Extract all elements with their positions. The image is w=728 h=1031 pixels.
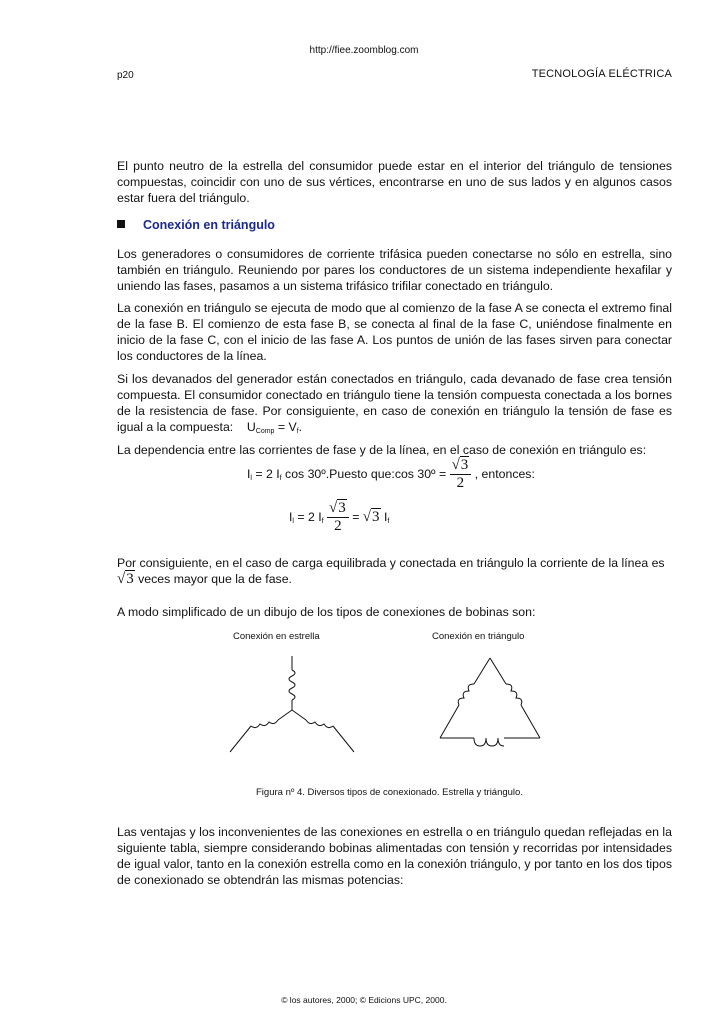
paragraph-figure-intro: A modo simplificado de un dibujo de los tipos de conexiones de bobinas son: [117,605,536,619]
eq2-sqrt-value: 3 [372,508,380,525]
header-url: http://fiee.zoomblog.com [309,45,419,56]
figure-caption: Figura nº 4. Diversos tipos de conexionado. Estrella y triángulo. [256,787,523,798]
star-left-coil-icon [251,720,278,728]
eq2-sqrt: √3 [362,508,380,525]
eq1-mid: = 2 I [251,466,280,481]
paragraph-advantages: Las ventajas y los inconvenientes de las conexiones en estrella o en triángulo quedan reflejadas en la siguiente tabla, siempre considerando bobinas alimentadas con tensión y recorridas por intensidades de igual valor, tanto en la conexión estrella como en la conexión triángulo, y por tanto en los dos tipos de conexionado se obtendrán las mismas potencias: [117,825,672,887]
label-star-connection: Conexión en estrella [233,631,320,642]
voltage-end: . [298,420,303,434]
paragraph-balanced-load-tail: veces mayor que la de fase. [134,572,292,586]
paragraph-neutral-point: El punto neutro de la estrella del consumidor puede estar en el interior del triángulo de tensiones compuestas, coincidir con uno de sus vértices, encontrarse en uno de sus lados y en algunos casos estar fuera del triángulo. [117,159,672,205]
paragraph-generator-windings [117,371,672,440]
page-footer: © los autores, 2000; © Edicions UPC, 2000. [281,995,447,1005]
inline-sqrt: √3 [117,571,134,587]
eq2-mid-sub: f [321,517,324,525]
label-triangle-connection: Conexión en triángulo [432,631,525,642]
page-number: p20 [117,70,134,81]
triangle-right-coil-icon [506,684,522,705]
paragraph-triangle-connection: La conexión en triángulo se ejecuta de modo que al comienzo de la fase A se conecta el extremo final de la fase B. El comienzo de esta fase B, se conecta al final de la fase C, uniéndose finalmente en inicio de la fase C, con el inicio de las fase A. Los puntos de unión de las fases sirven para conectar los conductores de la línea. [117,301,672,363]
eq2-denominator: 2 [334,518,342,534]
paragraph-balanced-load [117,555,672,587]
eq2-rhs: I [380,509,388,524]
eq2-lhs: I [289,509,293,524]
star-right-coil-icon [306,720,333,728]
eq1-mid-sub: f [279,474,282,482]
bullet-square-icon [117,220,125,228]
eq1-lhs-sub: l [250,474,252,482]
eq1-text: cos 30º.Puesto que:cos 30º = [281,466,450,481]
eq1-lhs: I [247,466,251,481]
eq1-fraction [450,457,472,492]
eq1-numerator: √3 [450,457,472,475]
eq1-tail: , entonces: [471,466,535,481]
equation-line-current [247,457,535,492]
triangle-left-coil-icon [458,684,474,705]
equation-line-current-result [289,500,389,535]
book-title: TECNOLOGÍA ELÉCTRICA [531,68,672,80]
eq2-equals: = [348,509,363,524]
eq2-root: 3 [338,500,346,516]
paragraph-triangle-intro: Los generadores o consumidores de corriente trifásica pueden conectarse no sólo en estrella, sino también en triángulo. Reuniendo por pares los conductores de un sistema independiente hexafilar y uniendo las fases, pasamos a un sistema trifásico trifilar conectado en triángulo. [117,247,672,293]
voltage-rest: = V [274,420,297,434]
eq1-root: 3 [460,457,469,473]
eq1-denominator: 2 [456,475,465,491]
eq2-fraction [327,500,349,535]
voltage-subscript: Comp [255,428,275,435]
section-heading [117,218,275,232]
star-top-coil-icon [289,670,295,700]
star-left-lead [230,726,251,752]
voltage-subscript-f: f [296,428,299,435]
paragraph-generator-windings-text: Si los devanados del generador están conectados en triángulo, cada devanado de fase crea tensión compuesta. El consumidor conectado en triángulo tiene la tensión compuesta conectada a los bornes de la resistencia de fase. Por consiguiente, en caso de conexión en triángulo la tensión de fase es igual a la compuesta: [117,372,672,434]
eq2-lhs-sub: l [292,517,294,525]
eq2-numerator: √3 [327,500,349,518]
eq2-mid: = 2 I [293,509,322,524]
inline-sqrt-value: 3 [126,571,134,587]
eq2-rhs-sub: f [387,517,390,525]
triangle-connection-diagram [432,652,562,762]
triangle-bottom-coil-icon [474,738,504,746]
star-connection-diagram [220,648,370,768]
section-heading-text: Conexión en triángulo [143,218,275,232]
voltage-symbol: U [246,420,256,434]
paragraph-current-dependency: La dependencia entre las corrientes de fase y de la línea, en el caso de conexión en triángulo es: [117,443,647,457]
paragraph-balanced-load-text: Por consiguiente, en el caso de carga equilibrada y conectada en triángulo la corriente de la línea es [117,556,665,570]
star-right-lead [333,726,354,752]
voltage-equation [247,420,302,434]
